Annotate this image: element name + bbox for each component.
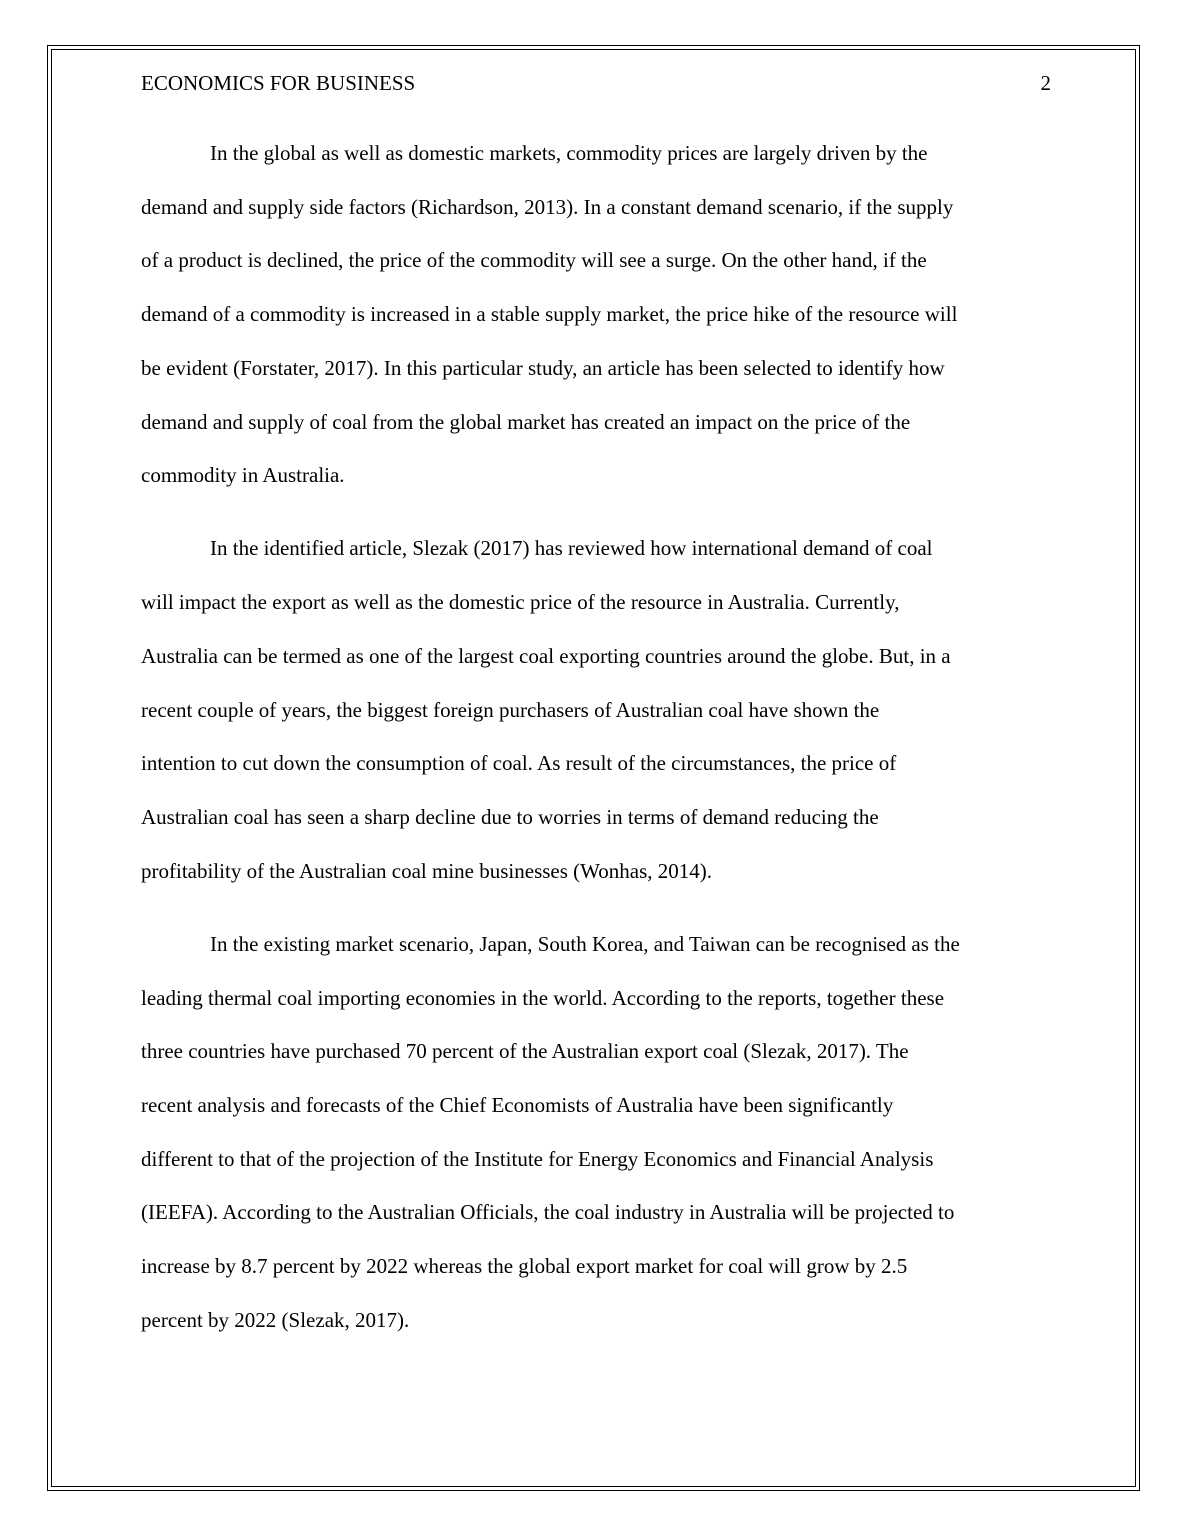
text-line: profitability of the Australian coal mine businesses (Wonhas, 2014). (141, 858, 713, 883)
text-line: recent couple of years, the biggest foreign purchasers of Australian coal have shown the (141, 697, 880, 722)
text-line: increase by 8.7 percent by 2022 whereas the global export market for coal will grow by 2.5 (141, 1254, 908, 1279)
text-line: In the existing market scenario, Japan, South Korea, and Taiwan can be recognised as the (210, 931, 960, 956)
document-body (141, 127, 1053, 1367)
text-line: will impact the export as well as the domestic price of the resource in Australia. Currently, (141, 590, 900, 615)
text-line: In the identified article, Slezak (2017) has reviewed how international demand of coal (210, 536, 933, 561)
text-line: In the global as well as domestic markets, commodity prices are largely driven by the (210, 141, 928, 165)
text-line: demand and supply of coal from the global market has created an impact on the price of the (141, 409, 911, 434)
text-line: of a product is declined, the price of the commodity will see a surge. On the other hand, if the (141, 248, 927, 273)
paragraph-3 (141, 918, 1053, 1348)
text-line: leading thermal coal importing economies in the world. According to the reports, together these (141, 985, 945, 1010)
page-number: 2 (1040, 71, 1051, 95)
text-line: demand and supply side factors (Richardson, 2013). In a constant demand scenario, if the supply (141, 194, 954, 219)
text-line: percent by 2022 (Slezak, 2017). (141, 1307, 410, 1332)
paragraph-1 (141, 127, 1053, 503)
text-line: be evident (Forstater, 2017). In this particular study, an article has been selected to identify how (141, 355, 945, 380)
text-line: (IEEFA). According to the Australian Officials, the coal industry in Australia will be projected to (141, 1200, 955, 1225)
text-line: Australian coal has seen a sharp decline due to worries in terms of demand reducing the (141, 804, 879, 829)
text-line: demand of a commodity is increased in a stable supply market, the price hike of the resource will (141, 302, 958, 327)
text-line: Australia can be termed as one of the largest coal exporting countries around the globe. But, in a (141, 643, 951, 668)
text-line: different to that of the projection of the Institute for Energy Economics and Financial Analysis (141, 1146, 934, 1171)
running-head: ECONOMICS FOR BUSINESS (141, 71, 416, 95)
text-line: recent analysis and forecasts of the Chief Economists of Australia have been significantly (141, 1092, 894, 1117)
paragraph-2 (141, 522, 1053, 898)
text-line: commodity in Australia. (141, 463, 345, 488)
text-line: intention to cut down the consumption of coal. As result of the circumstances, the price of (141, 751, 897, 776)
text-line: three countries have purchased 70 percent of the Australian export coal (Slezak, 2017). The (141, 1039, 909, 1064)
